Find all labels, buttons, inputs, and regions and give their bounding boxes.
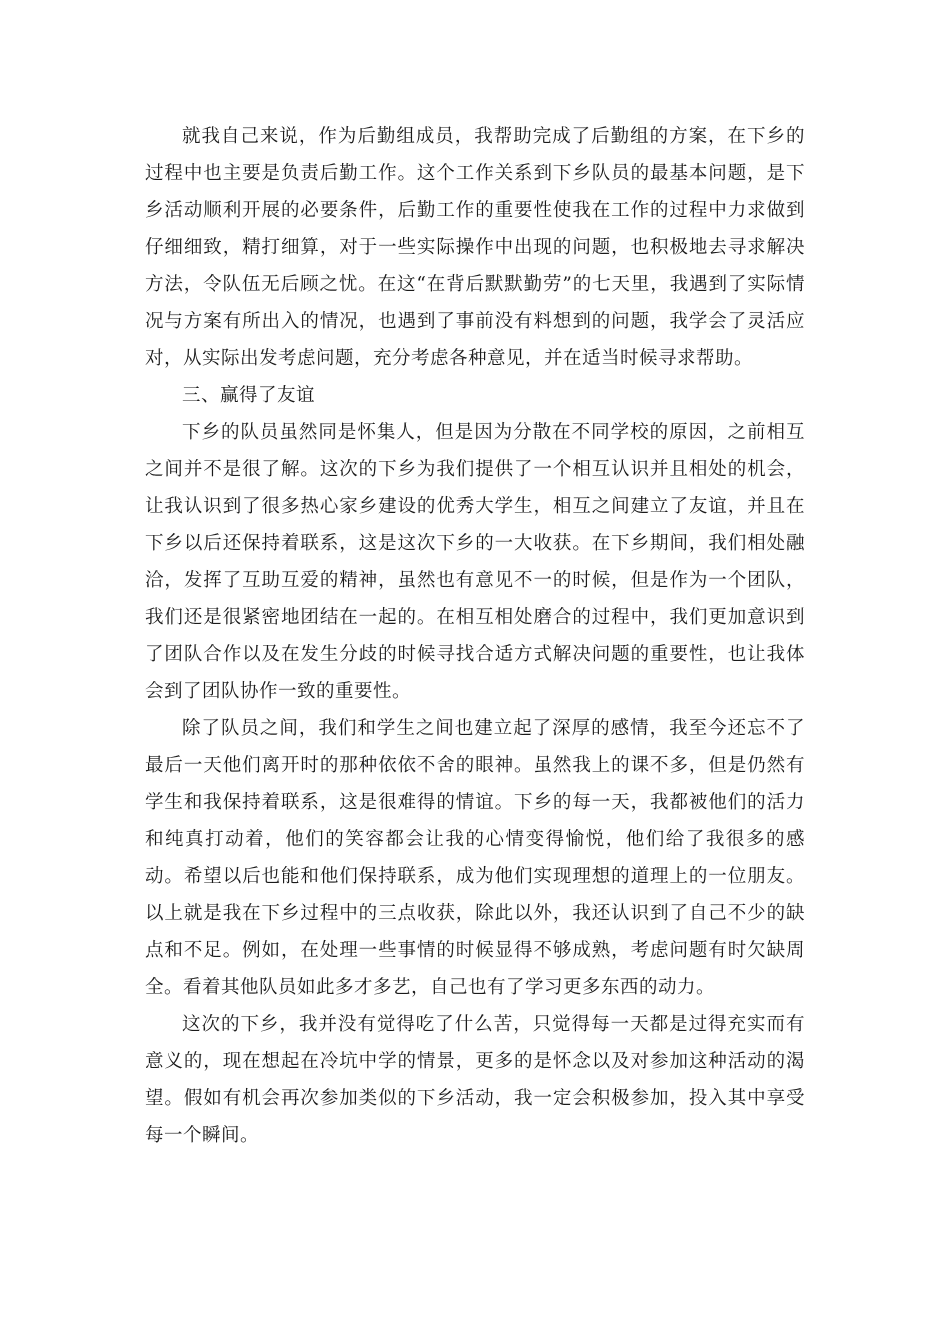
document-body: [145, 118, 805, 1154]
section-heading-friendship: 三、赢得了友谊: [182, 385, 316, 406]
paragraph-team-members: 下乡的队员虽然同是怀集人，但是因为分散在不同学校的原因，之前相互之间并不是很了解。这次的下乡为我们提供了一个相互认识并且相处的机会，让我认识到了很多热心家乡建设的优秀大学生，相互之间建立了友谊，并且在下乡以后还保持着联系，这是这次下乡的一大收获。在下乡期间，我们相处融洽，发挥了互助互爱的精神，虽然也有意见不一的时候，但是作为一个团队，我们还是很紧密地团结在一起的。在相互相处磨合的过程中，我们更加意识到了团队合作以及在发生分歧的时候寻找合适方式解决问题的重要性，也让我体会到了团队协作一致的重要性。: [145, 422, 805, 702]
paragraph-logistics: 就我自己来说，作为后勤组成员，我帮助完成了后勤组的方案，在下乡的过程中也主要是负责后勤工作。这个工作关系到下乡队员的最基本问题，是下乡活动顺利开展的必要条件，后勤工作的重要性使我在工作的过程中力求做到仔细细致，精打细算，对于一些实际操作中出现的问题，也积极地去寻求解决方法，令队伍无后顾之忧。在这“在背后默默勤劳”的七天里，我遇到了实际情况与方案有所出入的情况，也遇到了事前没有料想到的问题，我学会了灵活应对，从实际出发考虑问题，充分考虑各种意见，并在适当时候寻求帮助。: [145, 126, 805, 369]
paragraph-conclusion: 这次的下乡，我并没有觉得吃了什么苦，只觉得每一天都是过得充实而有意义的，现在想起在冷坑中学的情景，更多的是怀念以及对参加这种活动的渴望。假如有机会再次参加类似的下乡活动，我一定会积极参加，投入其中享受每一个瞬间。: [145, 1014, 805, 1146]
paragraph-students: 除了队员之间，我们和学生之间也建立起了深厚的感情，我至今还忘不了最后一天他们离开时的那种依依不舍的眼神。虽然我上的课不多，但是仍然有学生和我保持着联系，这是很难得的情谊。下乡的每一天，我都被他们的活力和纯真打动着，他们的笑容都会让我的心情变得愉悦，他们给了我很多的感动。希望以后也能和他们保持联系，成为他们实现理想的道理上的一位朋友。以上就是我在下乡过程中的三点收获，除此以外，我还认识到了自己不少的缺点和不足。例如，在处理一些事情的时候显得不够成熟，考虑问题有时欠缺周全。看着其他队员如此多才多艺，自己也有了学习更多东西的动力。: [145, 718, 805, 998]
